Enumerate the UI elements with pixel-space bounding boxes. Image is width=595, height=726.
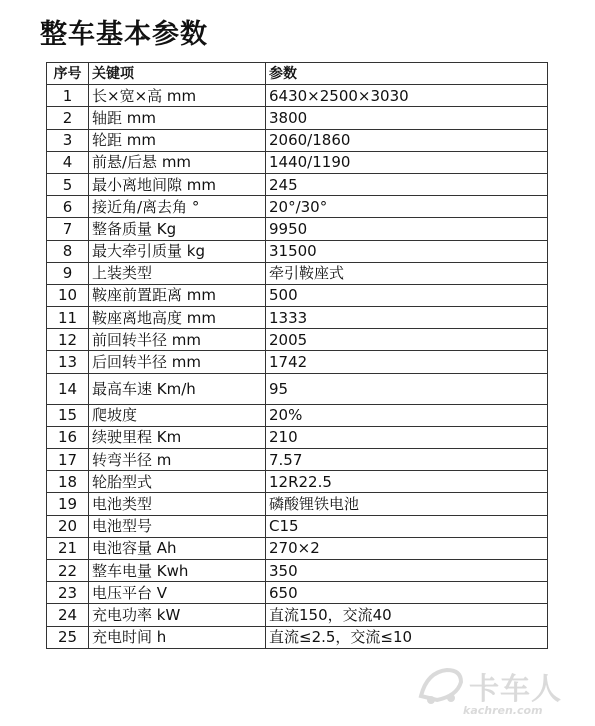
cell-key: 最小离地间隙 mm (89, 173, 266, 195)
cell-no: 15 (47, 404, 89, 426)
cell-no: 20 (47, 515, 89, 537)
cell-value: 6430×2500×3030 (266, 85, 548, 107)
table-row (47, 107, 548, 129)
cell-value: 1333 (266, 307, 548, 329)
cell-no: 23 (47, 582, 89, 604)
table-row (47, 582, 548, 604)
cell-key: 轴距 mm (89, 107, 266, 129)
cell-no: 22 (47, 559, 89, 581)
table-row (47, 426, 548, 448)
cell-no: 24 (47, 604, 89, 626)
cell-no: 7 (47, 218, 89, 240)
table-row (47, 604, 548, 626)
cell-key: 整车电量 Kwh (89, 559, 266, 581)
table-row (47, 262, 548, 284)
cell-no: 21 (47, 537, 89, 559)
cell-key: 电压平台 V (89, 582, 266, 604)
cell-value: 650 (266, 582, 548, 604)
cell-value: 31500 (266, 240, 548, 262)
cell-key: 爬坡度 (89, 404, 266, 426)
cell-no: 4 (47, 151, 89, 173)
cell-value: 245 (266, 173, 548, 195)
cell-value: 210 (266, 426, 548, 448)
cell-value: 20% (266, 404, 548, 426)
table-row (47, 493, 548, 515)
cell-key: 转弯半径 m (89, 449, 266, 471)
table-row (47, 173, 548, 195)
cell-key: 电池类型 (89, 493, 266, 515)
table-row (47, 559, 548, 581)
header-value: 参数 (266, 63, 548, 85)
cell-no: 25 (47, 626, 89, 648)
cell-no: 9 (47, 262, 89, 284)
cell-no: 1 (47, 85, 89, 107)
cell-value: 2005 (266, 329, 548, 351)
header-no: 序号 (47, 63, 89, 85)
table-row (47, 129, 548, 151)
table-row (47, 196, 548, 218)
cell-value: 3800 (266, 107, 548, 129)
cell-key: 长×宽×高 mm (89, 85, 266, 107)
cell-value: 12R22.5 (266, 471, 548, 493)
cell-key: 上装类型 (89, 262, 266, 284)
cell-value: 95 (266, 373, 548, 404)
table-row (47, 307, 548, 329)
cell-value: 350 (266, 559, 548, 581)
cell-key: 鞍座前置距离 mm (89, 284, 266, 306)
cell-value: 9950 (266, 218, 548, 240)
cell-key: 前回转半径 mm (89, 329, 266, 351)
table-header-row (47, 63, 548, 85)
cell-no: 17 (47, 449, 89, 471)
cell-value: 7.57 (266, 449, 548, 471)
cell-key: 充电时间 h (89, 626, 266, 648)
cell-key: 后回转半径 mm (89, 351, 266, 373)
cell-no: 13 (47, 351, 89, 373)
table-row (47, 515, 548, 537)
table-row (47, 151, 548, 173)
cell-no: 19 (47, 493, 89, 515)
cell-no: 12 (47, 329, 89, 351)
truck-icon (417, 666, 465, 706)
table-row (47, 218, 548, 240)
cell-value: 1440/1190 (266, 151, 548, 173)
cell-no: 11 (47, 307, 89, 329)
cell-no: 10 (47, 284, 89, 306)
cell-value: 2060/1860 (266, 129, 548, 151)
cell-key: 电池型号 (89, 515, 266, 537)
cell-value: 500 (266, 284, 548, 306)
cell-key: 鞍座离地高度 mm (89, 307, 266, 329)
table-row (47, 373, 548, 404)
cell-value: 270×2 (266, 537, 548, 559)
header-key: 关键项 (89, 63, 266, 85)
cell-no: 18 (47, 471, 89, 493)
watermark-logo (417, 660, 587, 722)
cell-key: 接近角/离去角 ° (89, 196, 266, 218)
cell-key: 充电功率 kW (89, 604, 266, 626)
cell-no: 14 (47, 373, 89, 404)
table-row (47, 329, 548, 351)
cell-value: 直流≤2.5，交流≤10 (266, 626, 548, 648)
watermark-url: kachren.com (463, 704, 543, 717)
table-row (47, 404, 548, 426)
cell-no: 6 (47, 196, 89, 218)
cell-value: 20°/30° (266, 196, 548, 218)
table-row (47, 449, 548, 471)
cell-key: 轮胎型式 (89, 471, 266, 493)
cell-no: 2 (47, 107, 89, 129)
cell-value: 牵引鞍座式 (266, 262, 548, 284)
cell-key: 轮距 mm (89, 129, 266, 151)
watermark-text: 卡车人 (469, 672, 562, 707)
table-row (47, 537, 548, 559)
cell-no: 5 (47, 173, 89, 195)
cell-value: 直流150，交流40 (266, 604, 548, 626)
cell-key: 最高车速 Km/h (89, 373, 266, 404)
table-row (47, 351, 548, 373)
cell-value: C15 (266, 515, 548, 537)
table-row (47, 240, 548, 262)
cell-key: 续驶里程 Km (89, 426, 266, 448)
cell-key: 最大牵引质量 kg (89, 240, 266, 262)
cell-no: 8 (47, 240, 89, 262)
cell-value: 磷酸锂铁电池 (266, 493, 548, 515)
cell-key: 前悬/后悬 mm (89, 151, 266, 173)
table-row (47, 85, 548, 107)
page-title: 整车基本参数 (40, 19, 208, 50)
cell-no: 3 (47, 129, 89, 151)
table-row (47, 284, 548, 306)
table-row (47, 471, 548, 493)
cell-value: 1742 (266, 351, 548, 373)
table-row (47, 626, 548, 648)
cell-key: 整备质量 Kg (89, 218, 266, 240)
cell-key: 电池容量 Ah (89, 537, 266, 559)
cell-no: 16 (47, 426, 89, 448)
parameter-table (46, 62, 548, 649)
